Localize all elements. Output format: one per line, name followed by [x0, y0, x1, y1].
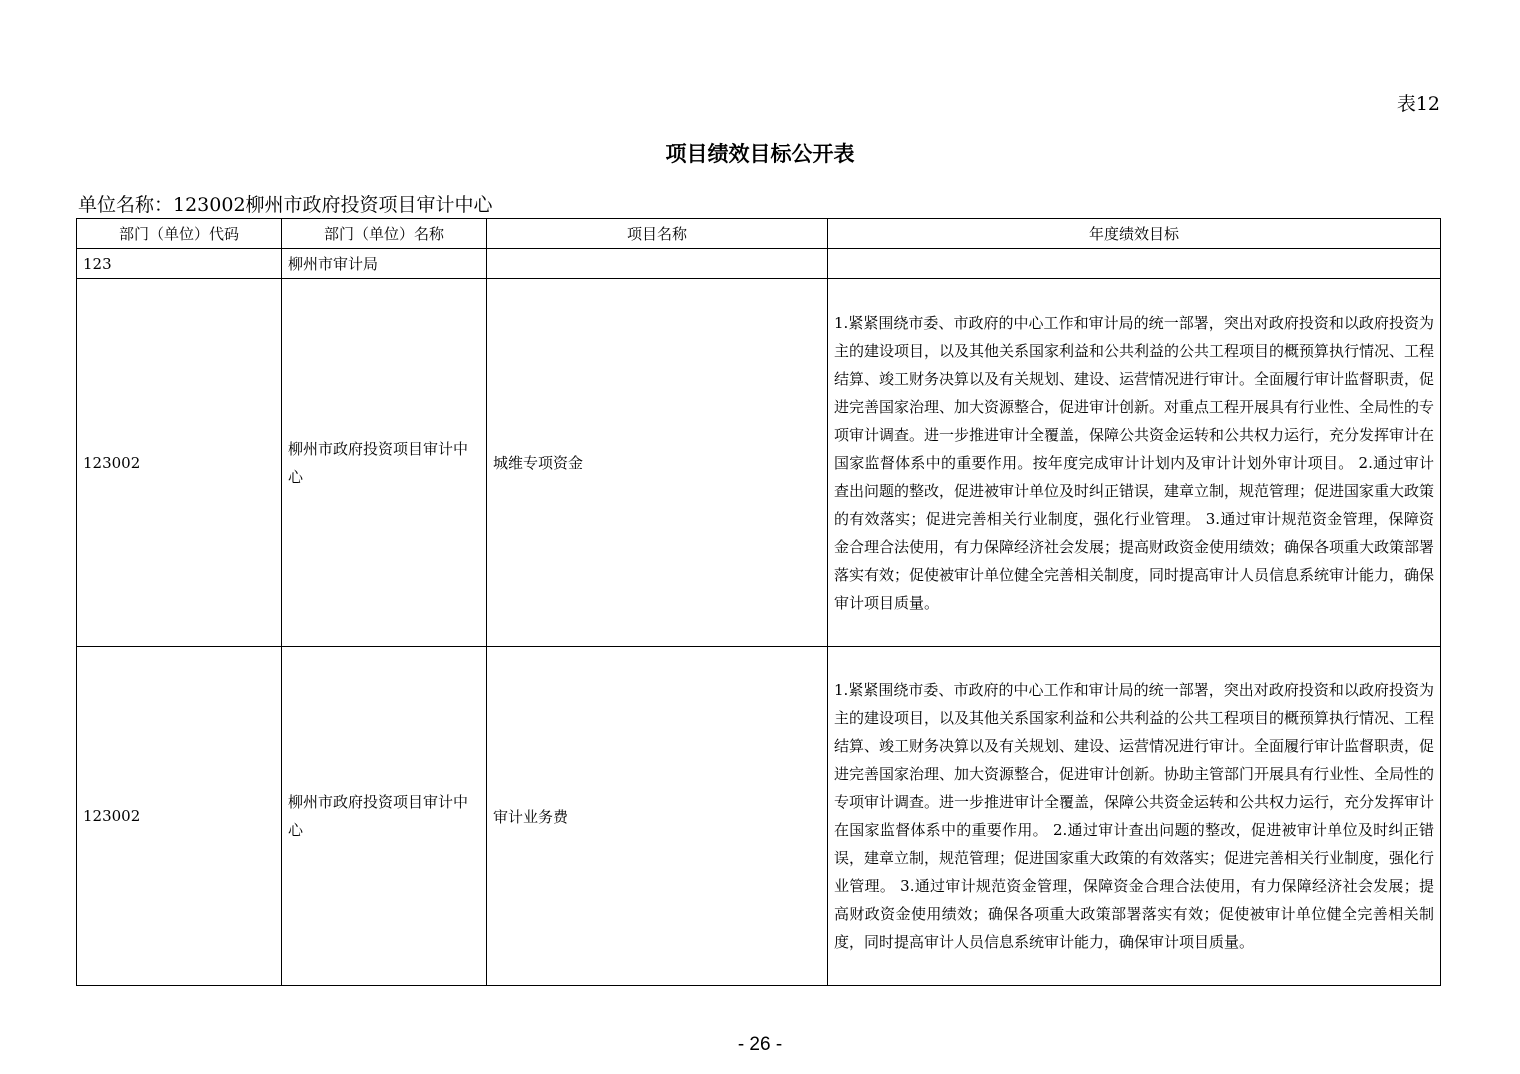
- page-number: - 26 -: [737, 1034, 783, 1055]
- table-header-row: [77, 219, 1441, 249]
- table-number: 表12: [1396, 93, 1440, 115]
- table-row: [77, 647, 1441, 986]
- table-row: [77, 279, 1441, 647]
- dept-name-cell: 柳州市政府投资项目审计中心: [282, 279, 487, 647]
- header-project-name: 项目名称: [487, 219, 828, 249]
- annual-goal-cell: 1.紧紧围绕市委、市政府的中心工作和审计局的统一部署，突出对政府投资和以政府投资为主的建设项目，以及其他关系国家利益和公共利益的公共工程项目的概预算执行情况、工程结算、竣工财务决算以及有关规划、建设、运营情况进行审计。全面履行审计监督职责，促进完善国家治理、加大资源整合，促进审计创新。协助主管部门开展具有行业性、全局性的专项审计调查。进一步推进审计全覆盖，保障公共资金运转和公共权力运行，充分发挥审计在国家监督体系中的重要作用。 2.通过审计查出问题的整改，促进被审计单位及时纠正错误，建章立制，规范管理；促进国家重大政策的有效落实；促进完善相关行业制度，强化行业管理。 3.通过审计规范资金管理，保障资金合理合法使用，有力保障经济社会发展；提高财政资金使用绩效；确保各项重大政策部署落实有效；促使被审计单位健全完善相关制度，同时提高审计人员信息系统审计能力，确保审计项目质量。: [828, 647, 1441, 986]
- annual-goal-cell: [828, 249, 1441, 279]
- dept-name-cell: 柳州市政府投资项目审计中心: [282, 647, 487, 986]
- table-row: [77, 249, 1441, 279]
- annual-goal-cell: 1.紧紧围绕市委、市政府的中心工作和审计局的统一部署，突出对政府投资和以政府投资为主的建设项目，以及其他关系国家利益和公共利益的公共工程项目的概预算执行情况、工程结算、竣工财务决算以及有关规划、建设、运营情况进行审计。全面履行审计监督职责，促进完善国家治理、加大资源整合，促进审计创新。对重点工程开展具有行业性、全局性的专项审计调查。进一步推进审计全覆盖，保障公共资金运转和公共权力运行，充分发挥审计在国家监督体系中的重要作用。按年度完成审计计划内及审计计划外审计项目。 2.通过审计查出问题的整改，促进被审计单位及时纠正错误，建章立制，规范管理；促进国家重大政策的有效落实；促进完善相关行业制度，强化行业管理。 3.通过审计规范资金管理，保障资金合理合法使用，有力保障经济社会发展；提高财政资金使用绩效；确保各项重大政策部署落实有效；促使被审计单位健全完善相关制度，同时提高审计人员信息系统审计能力，确保审计项目质量。: [828, 279, 1441, 647]
- unit-name-line: 单位名称：123002柳州市政府投资项目审计中心: [78, 194, 493, 216]
- performance-goal-table: [76, 218, 1441, 986]
- project-name-cell: [487, 249, 828, 279]
- header-dept-name: 部门（单位）名称: [282, 219, 487, 249]
- dept-code-cell: 123002: [77, 279, 282, 647]
- header-annual-goal: 年度绩效目标: [828, 219, 1441, 249]
- project-name-cell: 城维专项资金: [487, 279, 828, 647]
- page-title: 项目绩效目标公开表: [665, 142, 855, 166]
- dept-name-cell: 柳州市审计局: [282, 249, 487, 279]
- dept-code-cell: 123002: [77, 647, 282, 986]
- dept-code-cell: 123: [77, 249, 282, 279]
- header-dept-code: 部门（单位）代码: [77, 219, 282, 249]
- project-name-cell: 审计业务费: [487, 647, 828, 986]
